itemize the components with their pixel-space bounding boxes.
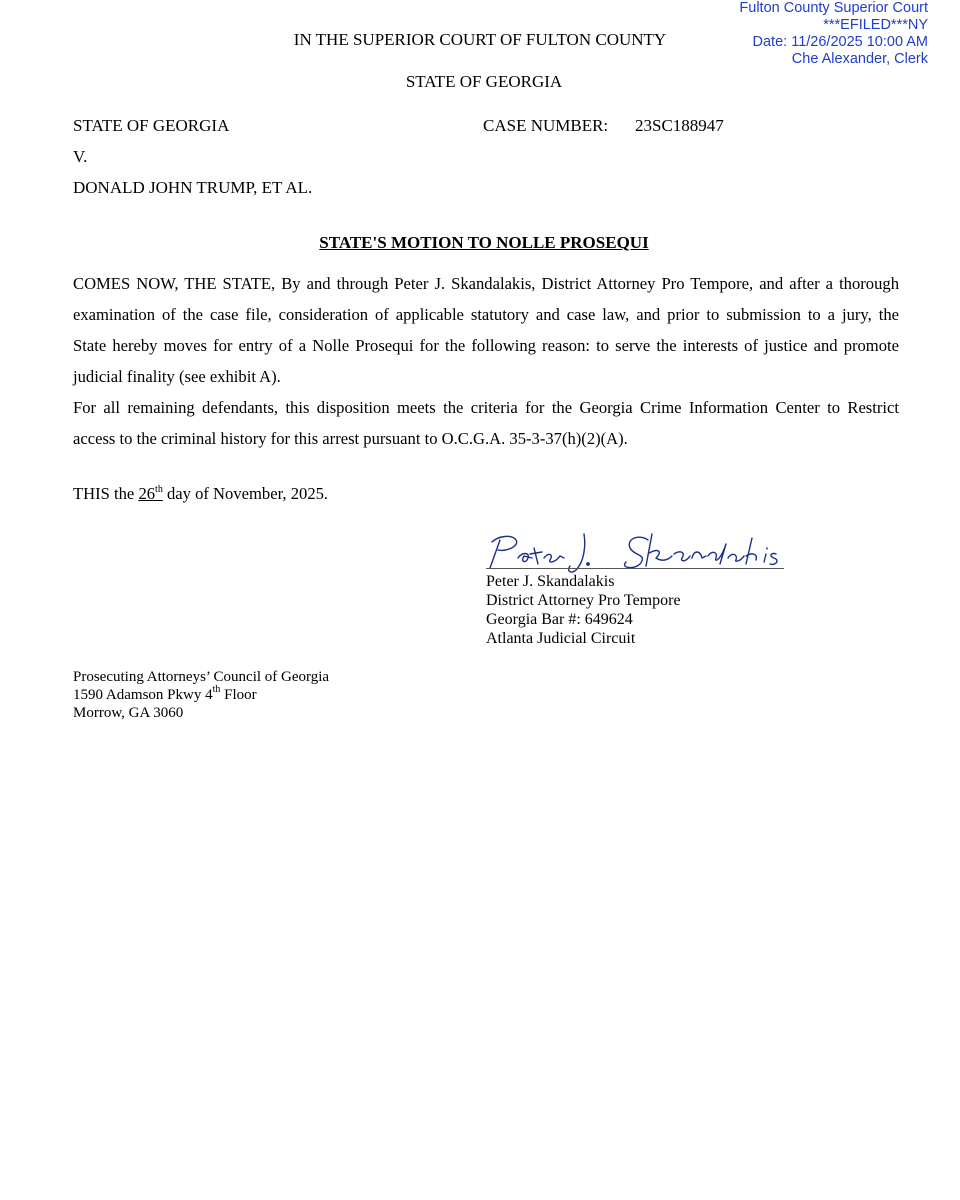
signer-circuit: Atlanta Judicial Circuit — [486, 630, 636, 647]
stamp-clerk: Che Alexander, Clerk — [791, 51, 928, 67]
signature-line — [486, 568, 784, 569]
body-line: access to the criminal history for this arrest pursuant to O.C.G.A. 35-3-37(h)(2)(A). — [73, 429, 628, 448]
signer-title: District Attorney Pro Tempore — [486, 592, 681, 609]
body-line: State hereby moves for entry of a Nolle Prosequi for the following reason: to serve the interests of justice and promote — [73, 336, 899, 355]
footer-address-line-1: 1590 Adamson Pkwy 4th Floor — [73, 684, 257, 703]
state-heading: STATE OF GEORGIA — [405, 72, 563, 91]
court-heading: IN THE SUPERIOR COURT OF FULTON COUNTY — [293, 30, 667, 49]
dated-line — [73, 484, 328, 504]
body-line: For all remaining defendants, this disposition meets the criteria for the Georgia Crime Information Center to Restrict — [73, 398, 899, 417]
case-number: 23SC188947 — [635, 116, 724, 135]
dated-prefix: THIS the — [73, 484, 139, 503]
case-number-label: CASE NUMBER: — [483, 116, 609, 135]
footer-address — [73, 668, 329, 722]
motion-body — [73, 268, 899, 454]
handwritten-signature — [480, 528, 810, 578]
footer-organization: Prosecuting Attorneys’ Council of Georgia — [73, 669, 330, 685]
caption-defendant: DONALD JOHN TRUMP, ET AL. — [73, 178, 313, 197]
document-title: STATE'S MOTION TO NOLLE PROSEQUI — [319, 233, 649, 252]
signer-bar-number: Georgia Bar #: 649624 — [486, 611, 633, 628]
dated-day-suffix: th — [155, 484, 163, 495]
stamp-date: Date: 11/26/2025 10:00 AM — [752, 34, 928, 50]
footer-address-line-2: Morrow, GA 3060 — [73, 705, 184, 721]
signature-block — [486, 572, 681, 648]
stamp-court: Fulton County Superior Court — [739, 0, 928, 16]
caption-plaintiff: STATE OF GEORGIA — [73, 116, 230, 135]
dated-suffix: day of November, 2025. — [162, 484, 329, 503]
body-line: examination of the case file, consideration of applicable statutory and case law, and prior to submission to a jury, the — [73, 305, 899, 324]
dated-day: 26 — [138, 484, 156, 503]
signer-name: Peter J. Skandalakis — [486, 573, 615, 590]
caption-versus: V. — [73, 147, 88, 166]
body-line: COMES NOW, THE STATE, By and through Peter J. Skandalakis, District Attorney Pro Tempore, and after a thorough — [73, 274, 899, 293]
stamp-efiled: ***EFILED***NY — [823, 17, 928, 33]
body-line: judicial finality (see exhibit A). — [73, 367, 281, 386]
